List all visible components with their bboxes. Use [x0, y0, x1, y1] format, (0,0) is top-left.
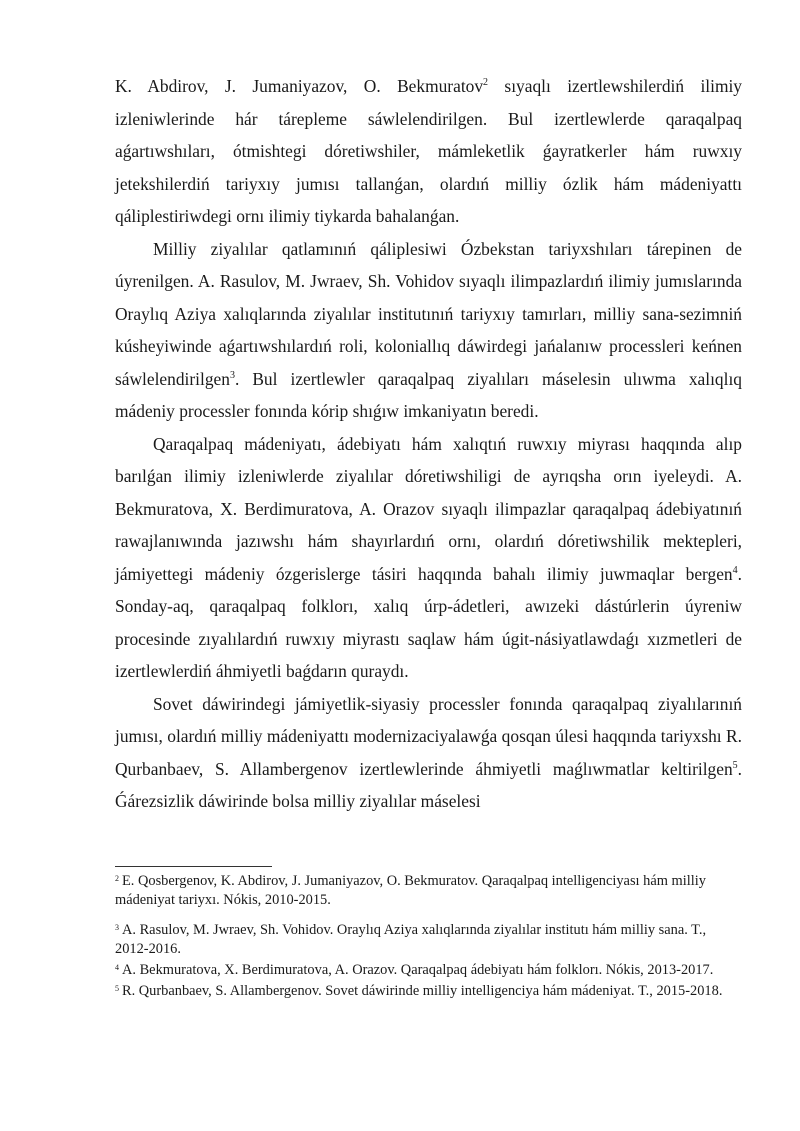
footnote-text: A. Rasulov, M. Jwraev, Sh. Vohidov. Oraylıq Aziya xalıqlarında ziyalılar institutı hám milliy sana. T., 2012-2016. [115, 922, 707, 957]
document-body [115, 70, 742, 818]
footnote-ref-5: 5 [732, 759, 738, 771]
footnote-5 [115, 982, 742, 1001]
paragraph-text: sıyaqlı izertlewshilerdiń ilimiy izleniwlerinde hár tárepleme sáwlelendirilgen. Bul izertlewlerde qaraqalpaq aǵartıwshıları, ótmishtegi dóretiwshiler, mámleketlik ǵayratkerler hám ruwxıy jetekshilerdiń tariyxıy jumısı tallanǵan, olardıń milliy ózlik hám mádeniyattı qáliplestiriwdegi ornı ilimiy tiykarda bahalanǵan. [115, 76, 742, 226]
footnote-text: R. Qurbanbaev, S. Allambergenov. Sovet dáwirinde milliy intelligenciya hám mádeniyat. T., 2015-2018. [122, 983, 723, 999]
paragraph-text: Sovet dáwirindegi jámiyetlik-siyasiy processler fonında qaraqalpaq ziyalılarınıń jumısı, olardıń milliy mádeniyattı modernizaciyalawǵa qosqan úlesi haqqında tariyxshı R. Qurbanbaev, S. Allambergenov izertlewlerinde áhmiyetli maǵlıwmatlar keltirilgen [115, 693, 742, 779]
footnote-text: A. Bekmuratova, X. Berdimuratova, A. Orazov. Qaraqalpaq ádebiyatı hám folklorı. Nókis, 2013-2017. [122, 962, 714, 978]
paragraph-text: . Ǵárezsizlik dáwirinde bolsa milliy ziyalılar máselesi [115, 758, 742, 811]
footnote-4 [115, 961, 742, 980]
footnote-ref-3: 3 [229, 369, 235, 381]
paragraph-2 [115, 233, 742, 428]
footnote-number: 2 [115, 874, 119, 883]
paragraph-1 [115, 70, 742, 233]
footnote-separator [115, 866, 272, 867]
footnote-text: E. Qosbergenov, K. Abdirov, J. Jumaniyazov, O. Bekmuratov. Qaraqalpaq intelligenciyası hám milliy mádeniyat tariyxı. Nókis, 2010-2015. [115, 873, 706, 908]
footnote-2 [115, 872, 742, 910]
footnote-ref-2: 2 [483, 77, 489, 89]
footnote-3 [115, 921, 742, 959]
footnote-number: 4 [115, 963, 119, 972]
paragraph-text: . Bul izertlewler qaraqalpaq ziyalıları máselesin ulıwma xalıqlıq mádeniy processler fonında kórip shıǵıw imkaniyatın beredi. [115, 368, 742, 421]
paragraph-4 [115, 688, 742, 818]
footnote-number: 3 [115, 923, 119, 932]
footnotes [115, 872, 742, 1001]
paragraph-text: K. Abdirov, J. Jumaniyazov, O. Bekmuratov [115, 76, 484, 96]
footnote-number: 5 [115, 984, 119, 993]
footnote-ref-4: 4 [732, 564, 738, 576]
paragraph-3 [115, 428, 742, 688]
paragraph-text: Qaraqalpaq mádeniyatı, ádebiyatı hám xalıqtıń ruwxıy miyrası haqqında alıp barılǵan ilimiy izleniwlerde ziyalılar dóretiwshiligi de ayrıqsha orın iyeleydi. A. Bekmuratova, X. Berdimuratova, A. Orazov sıyaqlı ilimpazlar qaraqalpaq ádebiyatınıń rawajlanıwında jazıwshı hám shayırlardıń ornı, olardıń dóretiwshilik mektepleri, jámiyettegi mádeniy ózgerislerge tásiri haqqında bahalı ilimiy juwmaqlar bergen [115, 433, 742, 584]
paragraph-text: . Sonday-aq, qaraqalpaq folklorı, xalıq úrp-ádetleri, awızeki dástúrlerin úyreniw procesinde zıyalılardıń ruwxıy miyrastı saqlaw hám úgit-násiyatlawdaǵı xızmetleri de izertlewlerdiń áhmiyetli baǵdarın quraydı. [115, 563, 742, 681]
paragraph-text: Milliy ziyalılar qatlamınıń qáliplesiwi Ózbekstan tariyxshıları tárepinen de úyrenilgen. A. Rasulov, M. Jwraev, Sh. Vohidov sıyaqlı ilimpazlardıń ilimiy jumıslarında Oraylıq Aziya xalıqlarında ziyalılar institutınıń tariyxıy tamırları, milliy sana-sezimniń kúsheyiwinde aǵartıwshılardıń roli, koloniallıq dáwirdegi jańalanıw processleri keńnen sáwlelendirilgen [115, 238, 742, 389]
